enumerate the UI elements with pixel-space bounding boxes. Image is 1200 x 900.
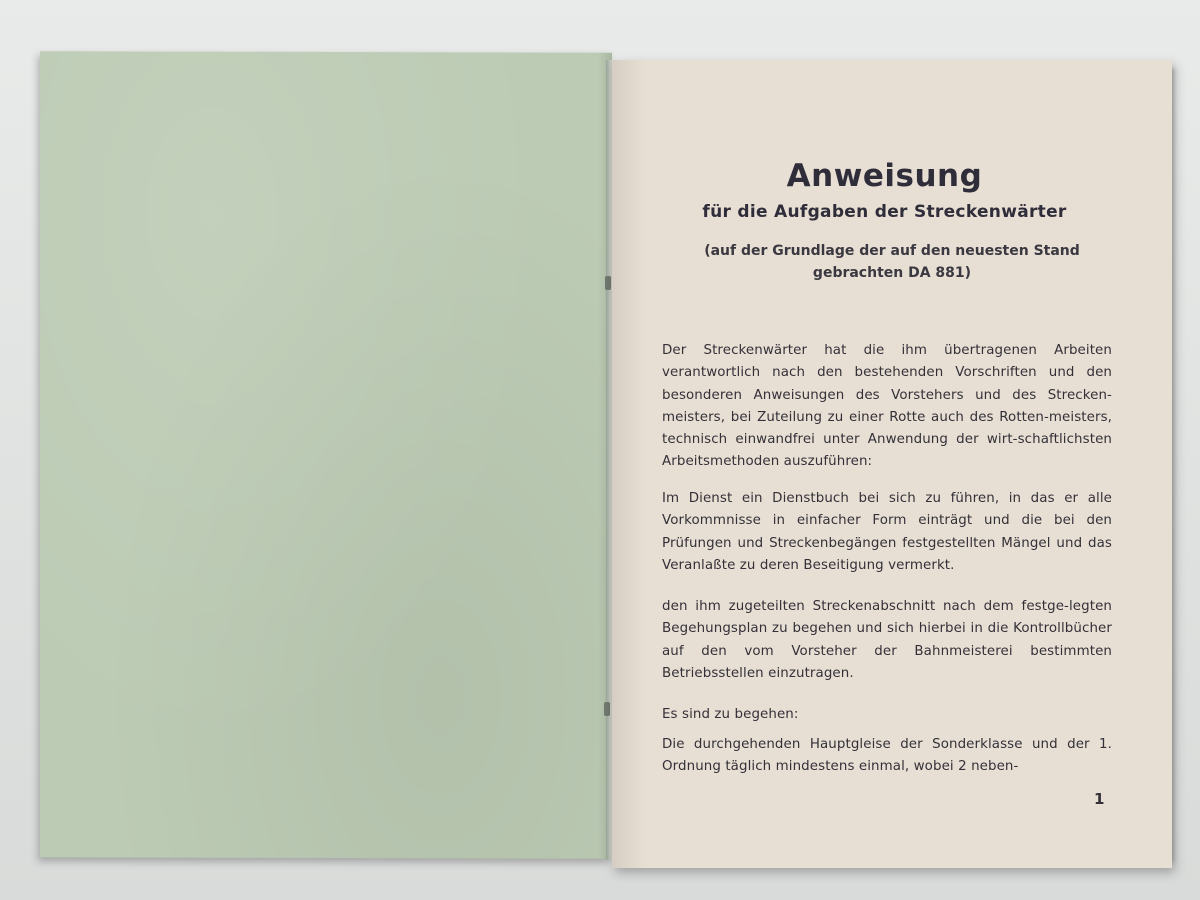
paragraph-intro: Der Streckenwärter hat die ihm übertragenen Arbeiten verantwortlich nach den bestehenden Vorschriften und den besonderen Anweisungen des Vorstehers und des Strecken-meisters, bei Zuteilung zu einer Rotte auch des Rotten-meisters, technisch einwandfrei unter Anwendung der wirt-schaftlichsten Arbeitsmethoden auszuführen:: [662, 343, 1112, 470]
page-subtitle: für die Aufgaben der Streckenwärter: [702, 202, 1067, 222]
page-title: Anweisung: [786, 158, 983, 194]
document-page: [612, 60, 1172, 868]
source-note-line-2: gebrachten DA 881): [812, 265, 972, 281]
staple-top: [605, 276, 611, 290]
paragraph-streckenabschnitt: den ihm zugeteilten Streckenabschnitt nach dem festge-legten Begehungsplan zu begehen und sich hierbei in die Kontrollbücher auf den vom Vorsteher der Bahnmeisterei bestimmten Betriebsstellen einzutragen.: [662, 599, 1112, 681]
paragraph-hauptgleise: Die durchgehenden Hauptgleise der Sonderklasse und der 1. Ordnung täglich mindestens einmal, wobei 2 neben-: [662, 737, 1112, 775]
source-note-line-1: (auf der Grundlage der auf den neuesten Stand: [704, 243, 1080, 259]
paragraph-dienstbuch: Im Dienst ein Dienstbuch bei sich zu führen, in das er alle Vorkommnisse in einfacher Form einträgt und die bei den Prüfungen und Streckenbegängen festgestellten Mängel und das Veranlaßte zu deren Beseitigung vermerkt.: [662, 491, 1112, 573]
staple-bottom: [604, 702, 610, 716]
page-number: 1: [1094, 790, 1105, 808]
paragraph-begehen-heading: Es sind zu begehen:: [662, 707, 799, 722]
booklet-cover-inside: [40, 51, 612, 858]
source-note: [692, 240, 1092, 284]
